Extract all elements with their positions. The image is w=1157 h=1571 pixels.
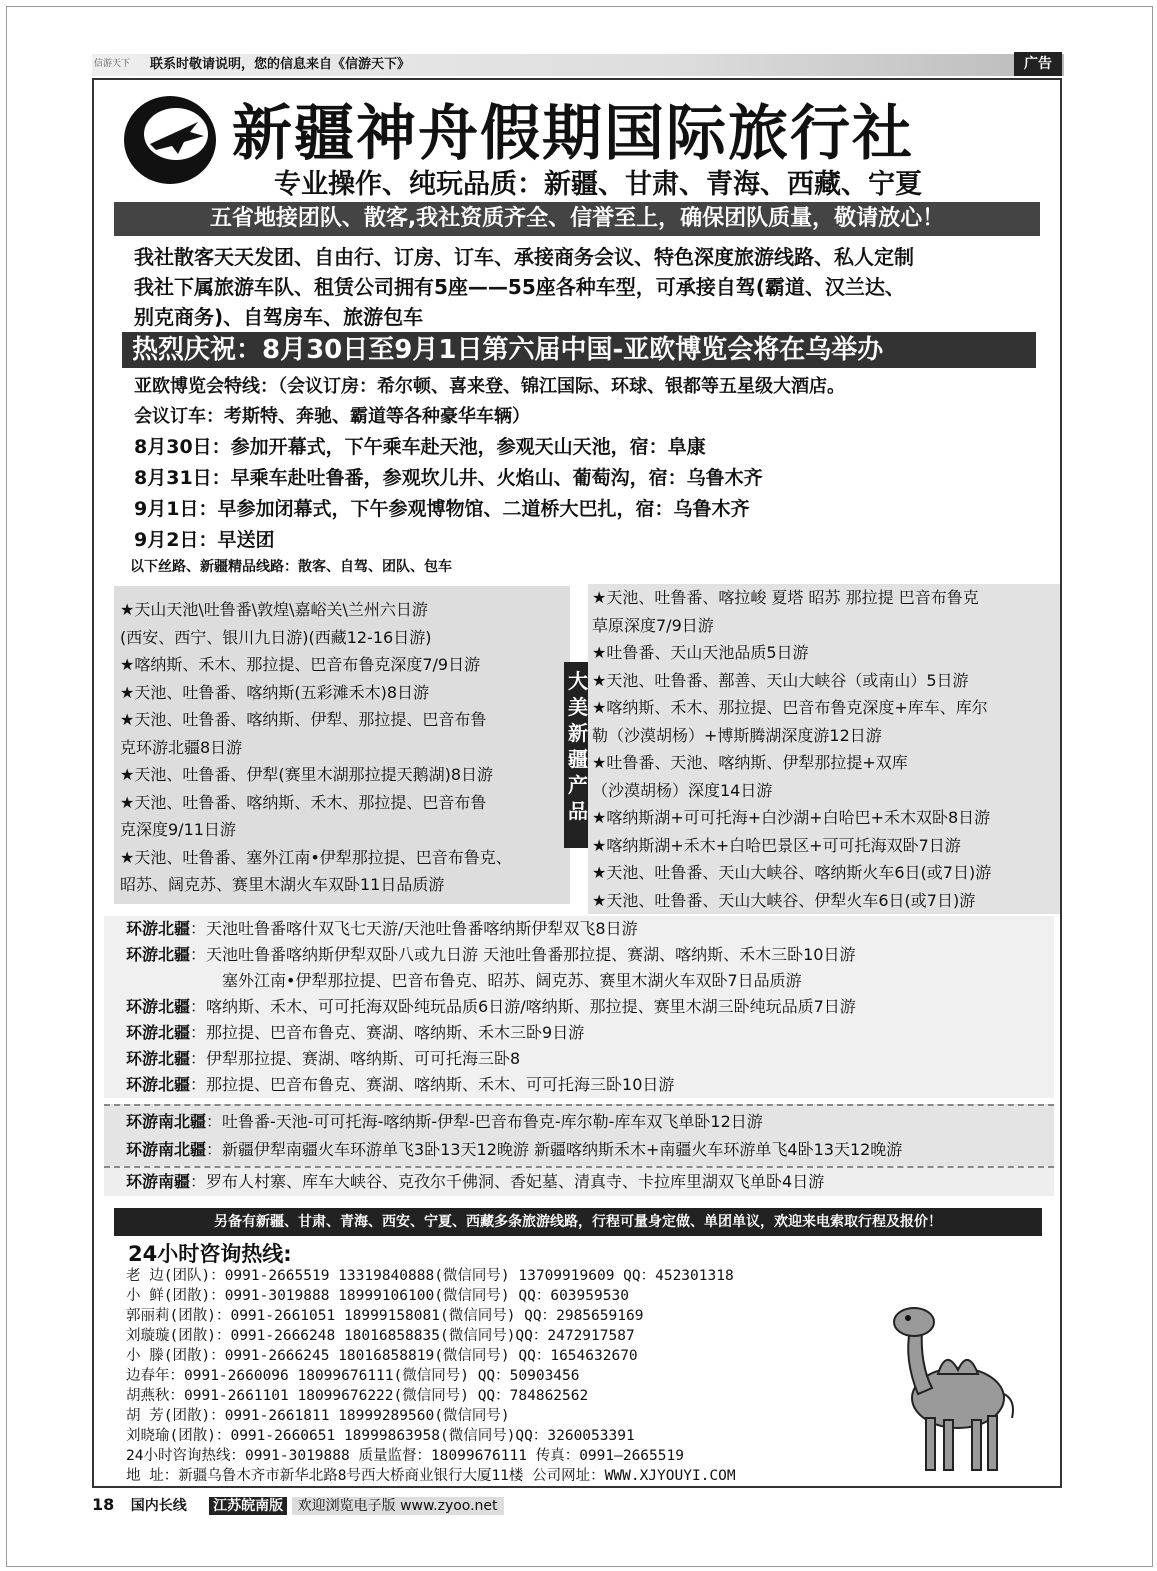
route-row: [104, 968, 1054, 994]
label-char: 产: [568, 773, 588, 797]
south-north-routes: [104, 1104, 1054, 1166]
south-route: [104, 1166, 1054, 1196]
route-row: [104, 942, 1054, 968]
quality-banner: 五省地接团队、散客,我社资质齐全、信誉至上，确保团队质量，敬请放心！: [114, 202, 1040, 236]
tour-item: ★吐鲁番、天池、喀纳斯、伊犁那拉提+双库: [592, 753, 908, 772]
tour-item: 克环游北疆8日游: [120, 737, 243, 757]
expo-itinerary: [134, 432, 763, 556]
tour-item: ★天池、吐鲁番、塞外江南•伊犁那拉提、巴音布鲁克、: [120, 847, 512, 867]
contact-line: 郭丽莉(团散)：0991-2661051 18999158081(微信同号) QQ：2985659169: [126, 1308, 644, 1324]
expo-line: 会议订车：考斯特、奔驰、霸道等各种豪华车辆）: [134, 406, 530, 427]
contact-line: 小 鲜(团散)：0991-3019888 18999106100(微信同号) QQ：603959530: [126, 1288, 629, 1304]
tour-item: ★喀纳斯、禾木、那拉提、巴音布鲁克深度+库车、库尔: [592, 698, 988, 717]
tour-item: ★喀纳斯湖+禾木+白哈巴景区+可可托海双卧7日游: [592, 835, 961, 855]
contact-line: 胡 芳(团散)：0991-2661811 18999289560(微信同号): [126, 1408, 510, 1424]
tour-item: 克深度9/11日游: [120, 820, 236, 839]
edition-badge: 江苏皖南版: [209, 1497, 287, 1515]
route-row: [104, 1108, 1054, 1136]
intro-line: 我社散客天天发团、自由行、订房、订车、承接商务会议、特色深度旅游线路、私人定制: [134, 245, 914, 269]
route-text: ：天池吐鲁番喀纳斯伊犁双卧八或九日游 天池吐鲁番那拉提、赛湖、喀纳斯、禾木三卧10日游: [190, 945, 856, 964]
route-label: 环游北疆: [126, 997, 191, 1016]
label-char: 美: [568, 695, 588, 719]
tour-item: ★天池、吐鲁番、鄯善、天山大峡谷（或南山）5日游: [592, 670, 969, 690]
products-left-column: [114, 586, 570, 904]
route-row: [104, 994, 1054, 1020]
tour-item: ★天池、吐鲁番、喀纳斯(五彩滩禾木)8日游: [120, 682, 430, 702]
contact-line: 地 址：新疆乌鲁木齐市新华北路8号西大桥商业银行大厦11楼 公司网址：WWW.XJYOUYI.COM: [126, 1468, 736, 1484]
agency-tagline: 专业操作、纯玩品质：新疆、甘肃、青海、西藏、宁夏: [274, 169, 922, 200]
agency-name: 新疆神舟假期国际旅行社: [232, 99, 914, 169]
expo-line: 亚欧博览会特线：（会议订房：希尔顿、喜来登、锦江国际、环球、银都等五星级大酒店。: [134, 376, 845, 397]
contact-line: 胡燕秋：0991-2661101 18099676222(微信同号) QQ：784862562: [126, 1388, 589, 1404]
expo-lines: [134, 372, 845, 432]
route-row: [104, 1136, 1054, 1164]
tour-item: ★天池、吐鲁番、天山大峡谷、喀纳斯火车6日(或7日)游: [592, 863, 992, 882]
intro-line: 别克商务)、自驾房车、旅游包车: [134, 305, 424, 329]
tour-item: 昭苏、阔克苏、赛里木湖火车双卧11日品质游: [120, 875, 445, 894]
itinerary-day: 9月2日：早送团: [134, 529, 275, 551]
products-right-column: [588, 584, 1060, 914]
tour-item: ★喀纳斯、禾木、那拉提、巴音布鲁克深度7/9日游: [120, 655, 481, 674]
page-number: 18: [92, 1495, 115, 1514]
route-text: ：吐鲁番-天池-可可托海-喀纳斯-伊犁-巴音布鲁克-库尔勒-库车双飞单卧12日游: [206, 1112, 763, 1131]
contact-line: 刘晓瑜(团散)：0991-2660651 18999863958(微信同号)QQ：3260053391: [126, 1428, 635, 1444]
page-footer: [92, 1494, 562, 1516]
contact-line: 24小时咨询热线：0991-3019888 质量监督：18099676111 传真：0991—2665519: [126, 1448, 684, 1464]
tour-item: ★天山天池\吐鲁番\敦煌\嘉峪关\兰州六日游: [120, 600, 428, 619]
tour-item: 勒（沙漠胡杨）+博斯腾湖深度游12日游: [592, 725, 882, 745]
advertisement: [92, 78, 1062, 1488]
tour-item: ★天池、吐鲁番、喀纳斯、伊犁、那拉提、巴音布鲁: [120, 710, 487, 729]
contact-list: [126, 1266, 736, 1486]
tour-item: （沙漠胡杨）深度14日游: [592, 780, 773, 800]
tour-item: ★吐鲁番、天山天池品质5日游: [592, 643, 809, 662]
intro-line: 我社下属旅游车队、租赁公司拥有5座——55座各种车型，可承接自驾(霸道、汉兰达、: [134, 275, 905, 299]
route-text: ：那拉提、巴音布鲁克、赛湖、喀纳斯、禾木、可可托海三卧10日游: [190, 1075, 675, 1094]
section-name: 国内长线: [130, 1498, 187, 1514]
route-label: 环游北疆: [126, 1049, 191, 1068]
route-label: 环游南北疆: [126, 1140, 207, 1159]
route-label: 环游北疆: [126, 1023, 191, 1042]
route-text: 塞外江南•伊犁那拉提、巴音布鲁克、昭苏、阔克苏、赛里木湖火车双卧7日品质游: [222, 971, 802, 990]
route-row: [104, 1072, 1054, 1098]
contact-line: 刘璇璇(团散)：0991-2666248 18016858835(微信同号)QQ：2472917587: [126, 1328, 635, 1344]
north-routes: [104, 916, 1054, 1098]
tour-item: ★天池、吐鲁番、天山大峡谷、伊犁火车6日(或7日)游: [592, 890, 976, 910]
itinerary-day: 8月30日：参加开幕式，下午乘车赴天池，参观天山天池，宿：阜康: [134, 436, 706, 458]
tour-item: ★喀纳斯湖+可可托海+白沙湖+白哈巴+禾木双卧8日游: [592, 808, 991, 827]
route-row: [104, 1020, 1054, 1046]
ad-tag: 广告: [1014, 52, 1062, 76]
route-text: ：喀纳斯、禾木、可可托海双卧纯玩品质6日游/喀纳斯、那拉提、赛里木湖三卧纯玩品质7日游: [190, 997, 856, 1016]
source-notice: 联系时敬请说明，您的信息来自《信游天下》: [150, 57, 411, 72]
route-row: [104, 916, 1054, 942]
tour-item: (西安、西宁、银川九日游)(西藏12-16日游): [120, 627, 432, 647]
agency-intro: [134, 242, 1034, 332]
contact-line: 边春年：0991-2660096 18099676111(微信同号) QQ：50903456: [126, 1368, 580, 1384]
tour-item: ★天池、吐鲁番、伊犁(赛里木湖那拉提天鹅湖)8日游: [120, 765, 494, 784]
route-text: ：伊犁那拉提、赛湖、喀纳斯、可可托海三卧8: [190, 1049, 521, 1068]
top-notice-bar: [92, 54, 1064, 76]
routes-note: 以下丝路、新疆精品线路：散客、自驾、团队、包车: [130, 559, 452, 575]
route-label: 环游南疆: [126, 1172, 191, 1191]
camel-illustration-icon: [874, 1290, 1024, 1480]
label-char: 疆: [568, 747, 588, 771]
contact-line: 老 边(团队)：0991-2665519 13319840888(微信同号) 13709919609 QQ：452301318: [126, 1268, 734, 1284]
route-text: ：那拉提、巴音布鲁克、赛湖、喀纳斯、禾木三卧9日游: [190, 1023, 585, 1042]
publisher-logo: 信游天下: [94, 59, 131, 69]
route-label: 环游北疆: [126, 1075, 191, 1094]
route-label: 环游北疆: [126, 945, 191, 964]
route-label: 环游北疆: [126, 919, 191, 938]
contact-line: 小 滕(团散)：0991-2666245 18016858819(微信同号) QQ：1654632670: [126, 1348, 638, 1364]
hotline-title: 24小时咨询热线:: [128, 1242, 292, 1266]
route-row: [104, 1046, 1054, 1072]
route-text: ：天池吐鲁番喀什双飞七天游/天池吐鲁番喀纳斯伊犁双飞8日游: [190, 919, 638, 938]
agency-logo-icon: [120, 92, 220, 188]
more-routes-banner: 另备有新疆、甘肃、青海、西安、宁夏、西藏多条旅游线路，行程可量身定做、单团单议，欢迎来电索取行程及报价！: [114, 1208, 1042, 1236]
label-char: 新: [568, 721, 588, 745]
tour-item: 草原深度7/9日游: [592, 615, 714, 635]
tour-item: ★天池、吐鲁番、喀拉峻 夏塔 昭苏 那拉提 巴音布鲁克: [592, 588, 979, 607]
label-char: 品: [568, 799, 588, 823]
itinerary-day: 9月1日：早参加闭幕式，下午参观博物馆、二道桥大巴扎，宿：乌鲁木齐: [134, 498, 750, 520]
itinerary-day: 8月31日：早乘车赴吐鲁番，参观坎儿井、火焰山、葡萄沟，宿：乌鲁木齐: [134, 467, 763, 489]
route-text: ：新疆伊犁南疆火车环游单飞3卧13天12晚游 新疆喀纳斯禾木+南疆火车环游单飞4卧13天12晚游: [206, 1140, 903, 1159]
tour-item: ★天池、吐鲁番、喀纳斯、禾木、那拉提、巴音布鲁: [120, 792, 487, 812]
expo-banner: 热烈庆祝：8月30日至9月1日第六届中国-亚欧博览会将在乌举办: [122, 332, 1036, 368]
label-char: 大: [568, 669, 588, 693]
web-link[interactable]: 欢迎浏览电子版 www.zyoo.net: [292, 1497, 504, 1515]
route-label: 环游南北疆: [126, 1112, 207, 1131]
route-text: ：罗布人村寨、库车大峡谷、克孜尔千佛洞、香妃墓、清真寺、卡拉库里湖双飞单卧4日游: [190, 1172, 825, 1191]
